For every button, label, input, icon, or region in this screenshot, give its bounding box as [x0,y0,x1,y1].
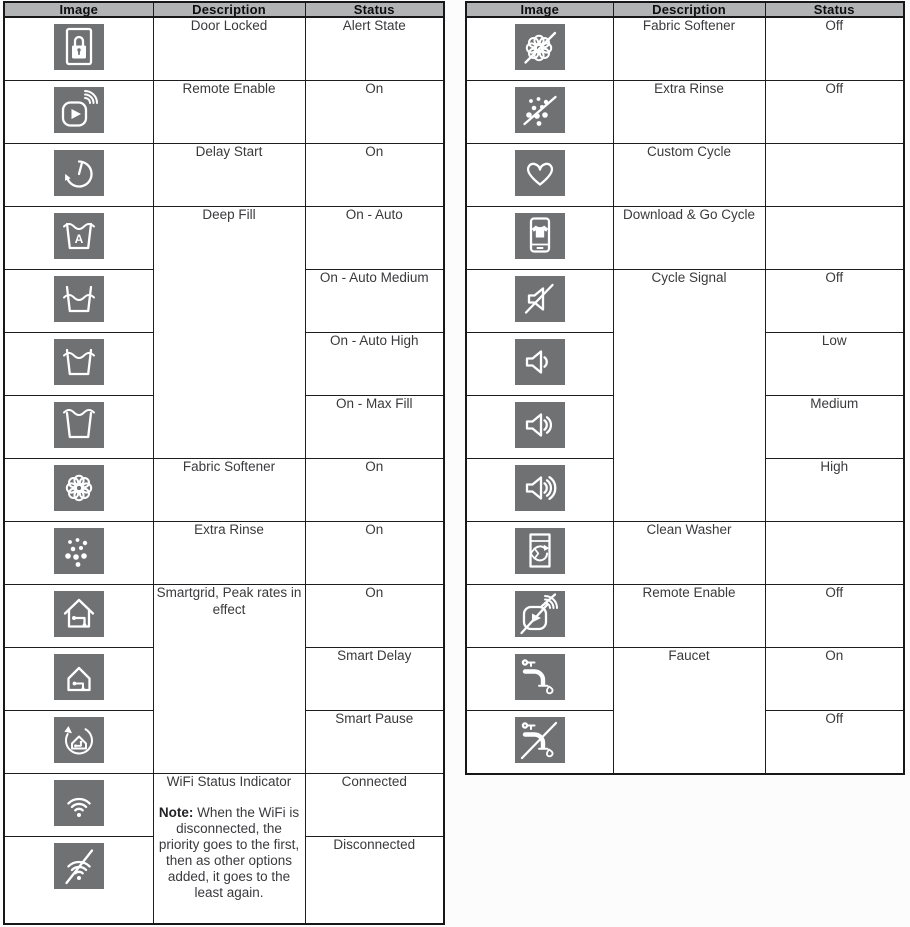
table-row [4,585,444,648]
description-cell: Extra Rinse [194,522,264,537]
status-cell: Alert State [342,18,406,33]
description-cell [156,774,302,901]
fabric-softener-off-icon [515,24,565,70]
door-locked-icon [54,24,104,70]
description-cell: Fabric Softener [642,18,736,33]
remote-enable-off-icon [515,591,565,637]
custom-cycle-icon [515,150,565,196]
water-level-max-icon [54,402,104,448]
description-cell: Smartgrid, Peak rates in effect [156,585,302,617]
column-header-status: Status [305,2,444,17]
status-cell: Off [825,585,844,600]
remote-enable-icon [54,87,104,133]
extra-rinse-off-icon [515,87,565,133]
table-row [4,81,444,144]
description-cell: Door Locked [190,18,268,33]
status-cell: Off [825,18,844,33]
column-header-image: Image [466,2,613,17]
status-cell: On [365,522,384,537]
water-level-high-icon [54,339,104,385]
status-cell: Disconnected [333,837,416,852]
table-row [466,207,904,270]
description-cell: Fabric Softener [182,459,276,474]
description-cell: Extra Rinse [654,81,724,96]
smartgrid-icon [54,591,104,637]
status-cell: Off [825,711,844,726]
description-cell: Deep Fill [202,207,256,222]
table-row [466,81,904,144]
wifi-note: Note: When the WiFi is disconnected, the priority goes to the first, then as other options added, it goes to the least again. [158,804,300,900]
faucet-on-icon [515,654,565,700]
status-cell: On - Max Fill [335,396,413,411]
column-header-description: Description [153,2,305,17]
status-cell: On [365,144,384,159]
table-row [4,459,444,522]
table-row [466,144,904,207]
status-cell: Medium [810,396,859,411]
cycle-signal-mute-icon [515,276,565,322]
status-cell: Connected [341,774,407,789]
faucet-off-icon [515,717,565,763]
status-cell: On - Auto Medium [319,270,429,285]
status-cell: On - Auto High [329,333,419,348]
description-cell: Download & Go Cycle [622,207,756,222]
table-row [466,17,904,81]
status-cell: On [365,585,384,600]
description-cell: Delay Start [195,144,263,159]
water-level-medium-icon [54,276,104,322]
clean-washer-icon [515,528,565,574]
column-header-image: Image [4,2,153,17]
column-header-status: Status [765,2,904,17]
table-row [4,522,444,585]
table-row [466,270,904,333]
wifi-disconnected-icon [54,843,104,889]
status-cell: High [820,459,849,474]
wifi-description: WiFi Status Indicator [166,774,292,789]
wifi-connected-icon [54,780,104,826]
table-row [466,522,904,585]
svg-text:A: A [74,232,84,246]
table-row [4,207,444,270]
description-cell: Custom Cycle [646,144,732,159]
deep-fill-auto-icon [54,213,104,259]
cycle-signal-high-icon [515,465,565,511]
smart-pause-icon [54,717,104,763]
delay-start-icon [54,150,104,196]
table-row [4,17,444,81]
status-cell: On [365,81,384,96]
description-cell: Cycle Signal [651,270,727,285]
description-cell: Remote Enable [182,81,276,96]
status-cell: Off [825,81,844,96]
download-and-go-cycle-icon [515,213,565,259]
description-cell: Clean Washer [646,522,732,537]
cycle-signal-low-icon [515,339,565,385]
status-cell: Low [821,333,847,348]
extra-rinse-icon [54,528,104,574]
header-row [466,2,904,17]
status-cell: Smart Delay [337,648,412,663]
fabric-softener-icon [54,465,104,511]
status-cell: Off [825,270,844,285]
description-cell: Faucet [668,648,710,663]
status-cell: On [365,459,384,474]
column-header-description: Description [613,2,765,17]
status-cell: On - Auto [345,207,403,222]
status-table-left [3,1,445,925]
status-table-right [465,1,905,775]
table-row [466,648,904,711]
status-cell: Smart Pause [335,711,414,726]
description-cell: Remote Enable [642,585,736,600]
table-row [4,144,444,207]
table-row [466,585,904,648]
smart-delay-icon [54,654,104,700]
cycle-signal-medium-icon [515,402,565,448]
header-row [4,2,444,17]
table-row [4,774,444,837]
status-cell: On [825,648,844,663]
